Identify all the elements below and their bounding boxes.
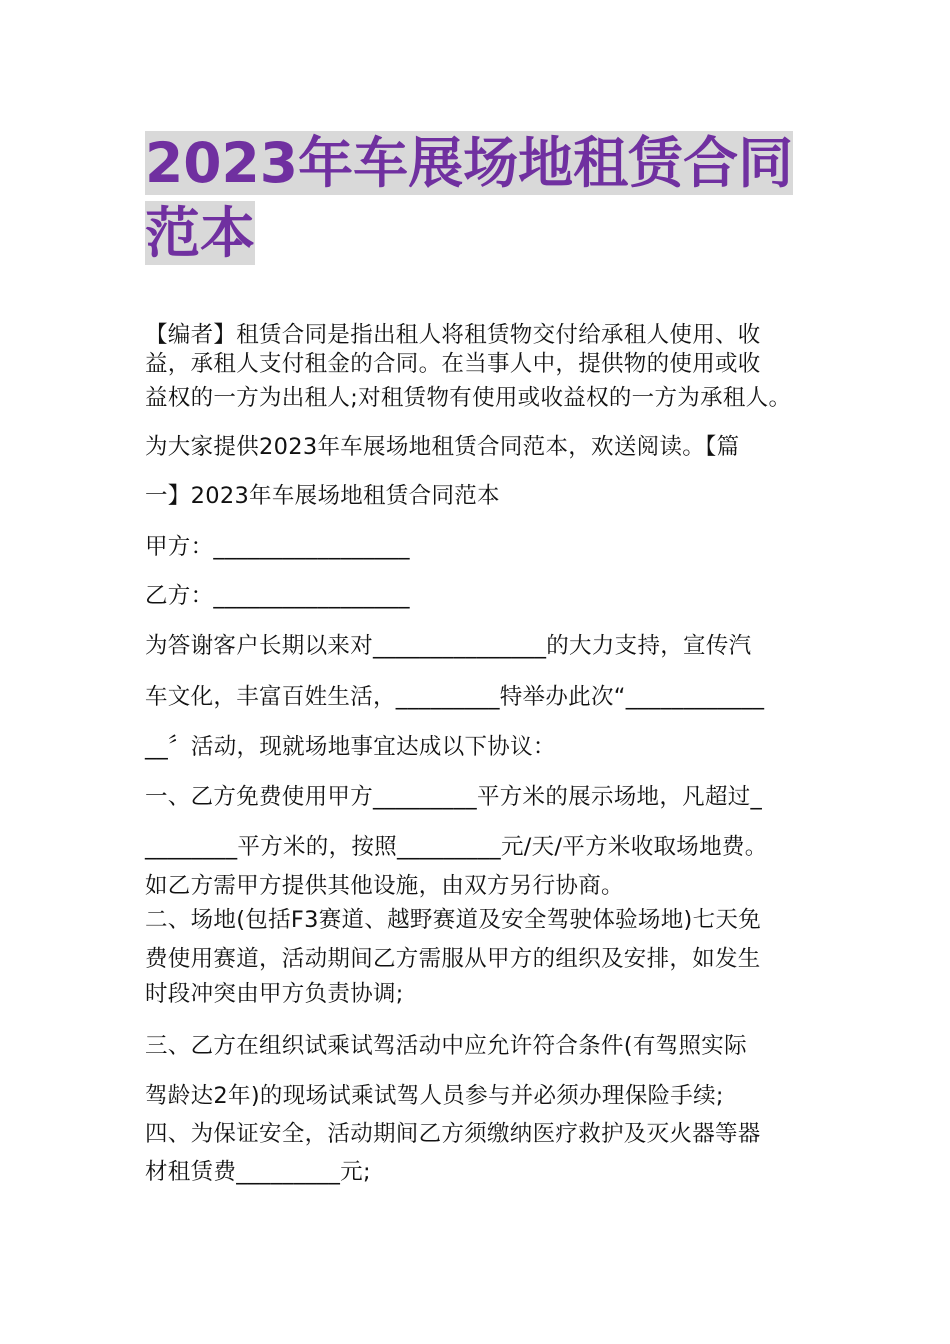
party-a-line: 甲方：_________________ xyxy=(145,534,410,560)
title-highlight: 2023年车展场地租赁合同范本 xyxy=(145,131,794,265)
intro-line-3: 益权的一方为出租人;对租赁物有使用或收益权的一方为承租人。 xyxy=(145,385,792,411)
clause-4-line-1: 四、为保证安全，活动期间乙方须缴纳医疗救护及灭火器等器 xyxy=(145,1121,761,1147)
intro-line-4: 为大家提供2023年车展场地租赁合同范本，欢送阅读。【篇 xyxy=(145,434,740,460)
clause-2-line-3: 时段冲突由甲方负责协调; xyxy=(145,981,404,1007)
intro-line-1: 【编者】租赁合同是指出租人将租赁物交付给承租人使用、收 xyxy=(145,322,761,348)
clause-2-line-2: 费使用赛道，活动期间乙方需服从甲方的组织及安排，如发生 xyxy=(145,946,761,972)
body-line-3: __〞活动，现就场地事宜达成以下协议： xyxy=(145,734,556,760)
clause-1-line-2: ________平方米的，按照_________元/天/平方米收取场地费。 xyxy=(145,834,768,860)
clause-2-line-1: 二、场地(包括F3赛道、越野赛道及安全驾驶体验场地)七天免 xyxy=(145,907,762,933)
clause-3-line-1: 三、乙方在组织试乘试驾活动中应允许符合条件(有驾照实际 xyxy=(145,1033,747,1059)
body-line-1: 为答谢客户长期以来对_______________的大力支持，宣传汽 xyxy=(145,633,752,659)
document-title xyxy=(145,128,815,268)
intro-line-2: 益，承租人支付租金的合同。在当事人中，提供物的使用或收 xyxy=(145,351,761,377)
clause-1-line-3: 如乙方需甲方提供其他设施，由双方另行协商。 xyxy=(145,873,624,899)
clause-3-line-2: 驾龄达2年)的现场试乘试驾人员参与并必须办理保险手续; xyxy=(145,1083,724,1109)
section-heading: 一】2023年车展场地租赁合同范本 xyxy=(145,483,500,509)
party-b-line: 乙方：_________________ xyxy=(145,583,410,609)
clause-1-line-1: 一、乙方免费使用甲方_________平方米的展示场地，凡超过_ xyxy=(145,784,763,810)
clause-4-line-2: 材租赁费_________元; xyxy=(145,1159,371,1185)
body-line-2: 车文化，丰富百姓生活，_________特举办此次“____________ xyxy=(145,684,765,710)
